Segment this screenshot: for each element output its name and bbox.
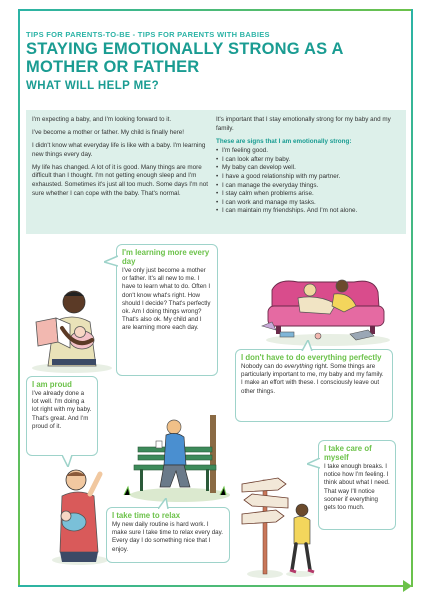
page-subtitle: WHAT WILL HELP ME? — [26, 80, 160, 92]
bubble-text-part: right. Some things are particularly important to me, my baby and my family. I make an effort with these. I consciously leave out other things. — [241, 363, 384, 395]
series-tag: TIPS FOR PARENTS-TO-BE - TIPS FOR PARENTS WITH BABIES — [26, 30, 270, 39]
page-title: STAYING EMOTIONALLY STRONG AS A MOTHER OR FATHER — [26, 40, 343, 76]
speech-bubble-proud — [26, 376, 98, 456]
bubble-text — [241, 363, 387, 396]
frame-top-line — [18, 9, 413, 11]
signs-heading: These are signs that I am emotionally strong: — [216, 137, 352, 145]
bubble-text: I've already done a lot well. I'm doing a lot right with my baby. That's great. And I'm proud of it. — [32, 390, 92, 430]
list-item: • I can work and manage my tasks. — [216, 199, 402, 208]
list-item: • I have a good relationship with my partner. — [216, 173, 402, 182]
arrow-right-icon — [403, 580, 412, 592]
intro-paragraph: I didn't know what everyday life is like with a baby. I'm learning new things every day. — [32, 142, 206, 158]
bubble-tail — [104, 254, 118, 268]
list-item: • I'm feeling good. — [216, 147, 402, 156]
list-item: • My baby can develop well. — [216, 164, 402, 173]
intro-paragraph: It's important that I stay emotionally strong for my baby and my family. — [216, 116, 391, 132]
list-item: • I can manage the everyday things. — [216, 182, 402, 191]
list-item: • I stay calm when problems arise. — [216, 190, 402, 199]
bubble-tail — [307, 458, 320, 470]
woman-on-bench-illustration — [120, 395, 230, 505]
man-holding-baby-illustration — [44, 466, 114, 566]
speech-bubble-care — [318, 440, 396, 530]
intro-paragraph: My life has changed. A lot of it is good. Many things are more difficult than I thought. I'm not getting enough sleep and I'm exhausted. Sometimes it's just all too much. Some days I'm not sure whether I can cope with the baby. That's normal. — [32, 163, 208, 197]
bubble-text: I take enough breaks. I notice how I'm feeling. I think about what I need. That way I'll notice sooner if everything gets too much. — [324, 463, 390, 512]
intro-left-column — [32, 116, 216, 203]
intro-right-column — [216, 116, 402, 216]
bubble-heading: I'm learning more every day — [122, 248, 210, 266]
bubble-heading: I take time to relax — [112, 511, 181, 520]
intro-box — [26, 110, 406, 234]
father-reading-illustration — [26, 270, 118, 375]
frame-right-line — [411, 9, 413, 587]
speech-bubble-learning — [116, 244, 218, 376]
couple-on-sofa-illustration — [258, 256, 396, 348]
frame-left-line — [18, 9, 20, 587]
bubble-heading: I take care of myself — [324, 444, 372, 462]
bubble-tail — [158, 498, 170, 509]
intro-paragraph: I've become a mother or father. My child is finally here! — [32, 129, 185, 137]
list-item: • I can maintain my friendships. And I'm not alone. — [216, 207, 402, 216]
intro-paragraph: I'm expecting a baby, and I'm looking forward to it. — [32, 116, 172, 123]
speech-bubble-everything — [235, 349, 393, 422]
speech-bubble-relax — [106, 507, 230, 563]
bubble-heading: I am proud — [32, 380, 72, 389]
signs-list — [216, 147, 402, 216]
bubble-text-part: Nobody can do — [241, 363, 285, 370]
list-item: • I can look after my baby. — [216, 156, 402, 165]
frame-bottom-line — [18, 585, 408, 587]
bubble-tail — [300, 340, 314, 351]
bubble-text: My new daily routine is hard work. I make sure I take time to relax every day. Every day I do something nice that I enjoy. — [112, 521, 223, 553]
bubble-text-emphasis: everything — [284, 363, 313, 370]
woman-walking-illustration — [280, 500, 320, 578]
bubble-text: I've only just become a mother or father. It's all new to me. I have to learn what to do. Often I don't know what's right. How should I decide? That's perfectly ok. Am I doing things wrong? That's also ok. My child and I are learning more each day. — [122, 267, 211, 332]
bubble-heading: I don't have to do everything perfectly — [241, 353, 382, 362]
